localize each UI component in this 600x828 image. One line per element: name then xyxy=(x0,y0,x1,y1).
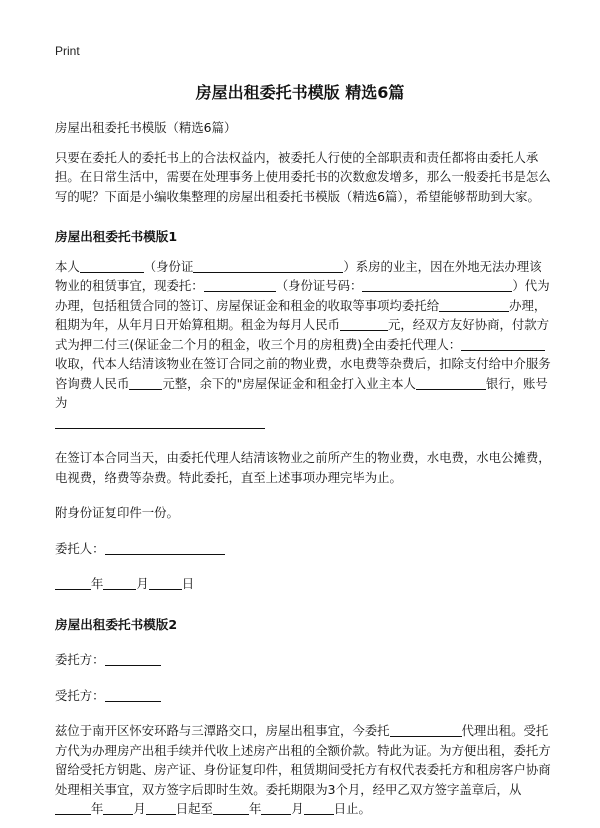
template-2-paragraph xyxy=(55,721,553,819)
blank-start-month xyxy=(103,801,133,815)
blank-end-year xyxy=(213,801,249,815)
blank-account-number xyxy=(55,415,265,429)
blank-month xyxy=(103,576,136,590)
text-segment: 日止。 xyxy=(333,801,371,816)
blank-bank-name xyxy=(416,376,486,390)
blank-agent xyxy=(390,723,462,737)
blank-delegator xyxy=(105,652,161,666)
blank-agent-name-2 xyxy=(439,298,509,312)
blank-start-day xyxy=(146,801,176,815)
delegator-line xyxy=(55,650,553,670)
blank-delegatee xyxy=(105,688,161,702)
client-label: 委托人： xyxy=(55,540,105,556)
text-segment: 日起至 xyxy=(175,801,213,816)
blank-agent-name-3 xyxy=(461,337,545,351)
template-1-heading: 房屋出租委托书模版1 xyxy=(55,229,178,244)
document-body xyxy=(55,118,553,819)
text-segment: 月 xyxy=(291,801,304,816)
text-segment: 年 xyxy=(248,801,262,816)
template-1-paragraph-2: 在签订本合同当天，由委托代理人结清该物业之前所产生的物业费，水电费，水电公摊费，电视费，络费等杂费。特此委托，直至上述事项办理完毕为止。 xyxy=(55,450,551,485)
blank-day xyxy=(149,576,182,590)
text-segment: 银行，账号为 xyxy=(55,375,548,410)
text-segment: ）系房的业主，因在外地无法办理该物业的租赁事宜，现委托： xyxy=(55,258,542,293)
blank-end-month xyxy=(261,801,291,815)
date-day-label: 日 xyxy=(181,576,195,591)
template-1-paragraph-1 xyxy=(55,257,553,433)
blank-rent-amount xyxy=(340,317,388,331)
text-segment: ）代为办理，包括租赁合同的签订、房屋保证金和租金的收取等事项均委托给 xyxy=(55,278,550,313)
template-2-heading: 房屋出租委托书模版2 xyxy=(55,616,178,632)
document-subtitle: 房屋出租委托书模版（精选6篇） xyxy=(55,120,237,135)
date-year-label: 年 xyxy=(91,576,104,591)
blank-agent-name xyxy=(204,278,276,292)
blank-client-signature xyxy=(105,541,225,555)
blank-fee-amount xyxy=(129,376,162,390)
blank-owner-id xyxy=(193,259,343,273)
text-segment: （身份证号码： xyxy=(275,278,363,293)
template-1-paragraph-3: 附身份证复印件一份。 xyxy=(55,505,179,520)
text-segment: 本人 xyxy=(55,258,80,274)
client-signature-line xyxy=(55,539,553,559)
blank-year xyxy=(55,576,91,590)
text-segment: 代理出租。受托方代为办理房产出租手续并代收上述房产出租的全额价款。特此为证。为方便出租，委托方留给受托方钥匙、房产证、身份证复印件，租赁期间受托方有权代表委托方和租房客户协商处理相关事宜，双方签字后即时生效。委托期限为3个月，经甲乙双方签字盖章后，从 xyxy=(55,723,551,797)
blank-owner-name xyxy=(80,259,144,273)
text-segment: （身份证 xyxy=(143,258,194,274)
print-link[interactable]: Print xyxy=(55,44,80,58)
text-segment: 元整，余下的"房屋保证金和租金打入业主本人 xyxy=(162,375,416,391)
text-segment: 办理，租期为年，从年月日开始算租期。租金为每月人民币 xyxy=(55,297,547,332)
text-segment: 元，经双方友好协商，付款方式为押二付三(保证金二个月的租金，收三个月的房租费)全由委托代理人： xyxy=(55,317,550,352)
delegatee-label: 受托方： xyxy=(55,687,105,703)
blank-start-year xyxy=(55,801,91,815)
text-segment: 兹位于南开区怀安环路与三潭路交口，房屋出租事宜，今委托 xyxy=(55,723,390,738)
blank-end-day xyxy=(304,801,334,815)
blank-agent-id xyxy=(362,278,512,292)
delegator-label: 委托方： xyxy=(55,652,105,667)
intro-paragraph: 只要在委托人的委托书上的合法权益内，被委托人行使的全部职责和责任都将由委托人承担。在日常生活中，需要在处理事务上使用委托书的次数愈发增多，那么一般委托书是怎么写的呢？下面是小编收集整理的房屋出租委托书模版（精选6篇），希望能够帮助到大家。 xyxy=(55,149,551,204)
text-segment: 年 xyxy=(91,801,104,816)
signature-date-line xyxy=(55,574,553,594)
date-month-label: 月 xyxy=(136,576,149,591)
document-title: 房屋出租委托书模版 精选6篇 xyxy=(195,83,405,102)
delegatee-line xyxy=(55,686,553,706)
text-segment: 月 xyxy=(133,801,146,816)
text-segment: 收取，代本人结清该物业在签订合同之前的物业费，水电费等杂费后，扣除支付给中介服务咨询费人民币 xyxy=(55,356,551,391)
